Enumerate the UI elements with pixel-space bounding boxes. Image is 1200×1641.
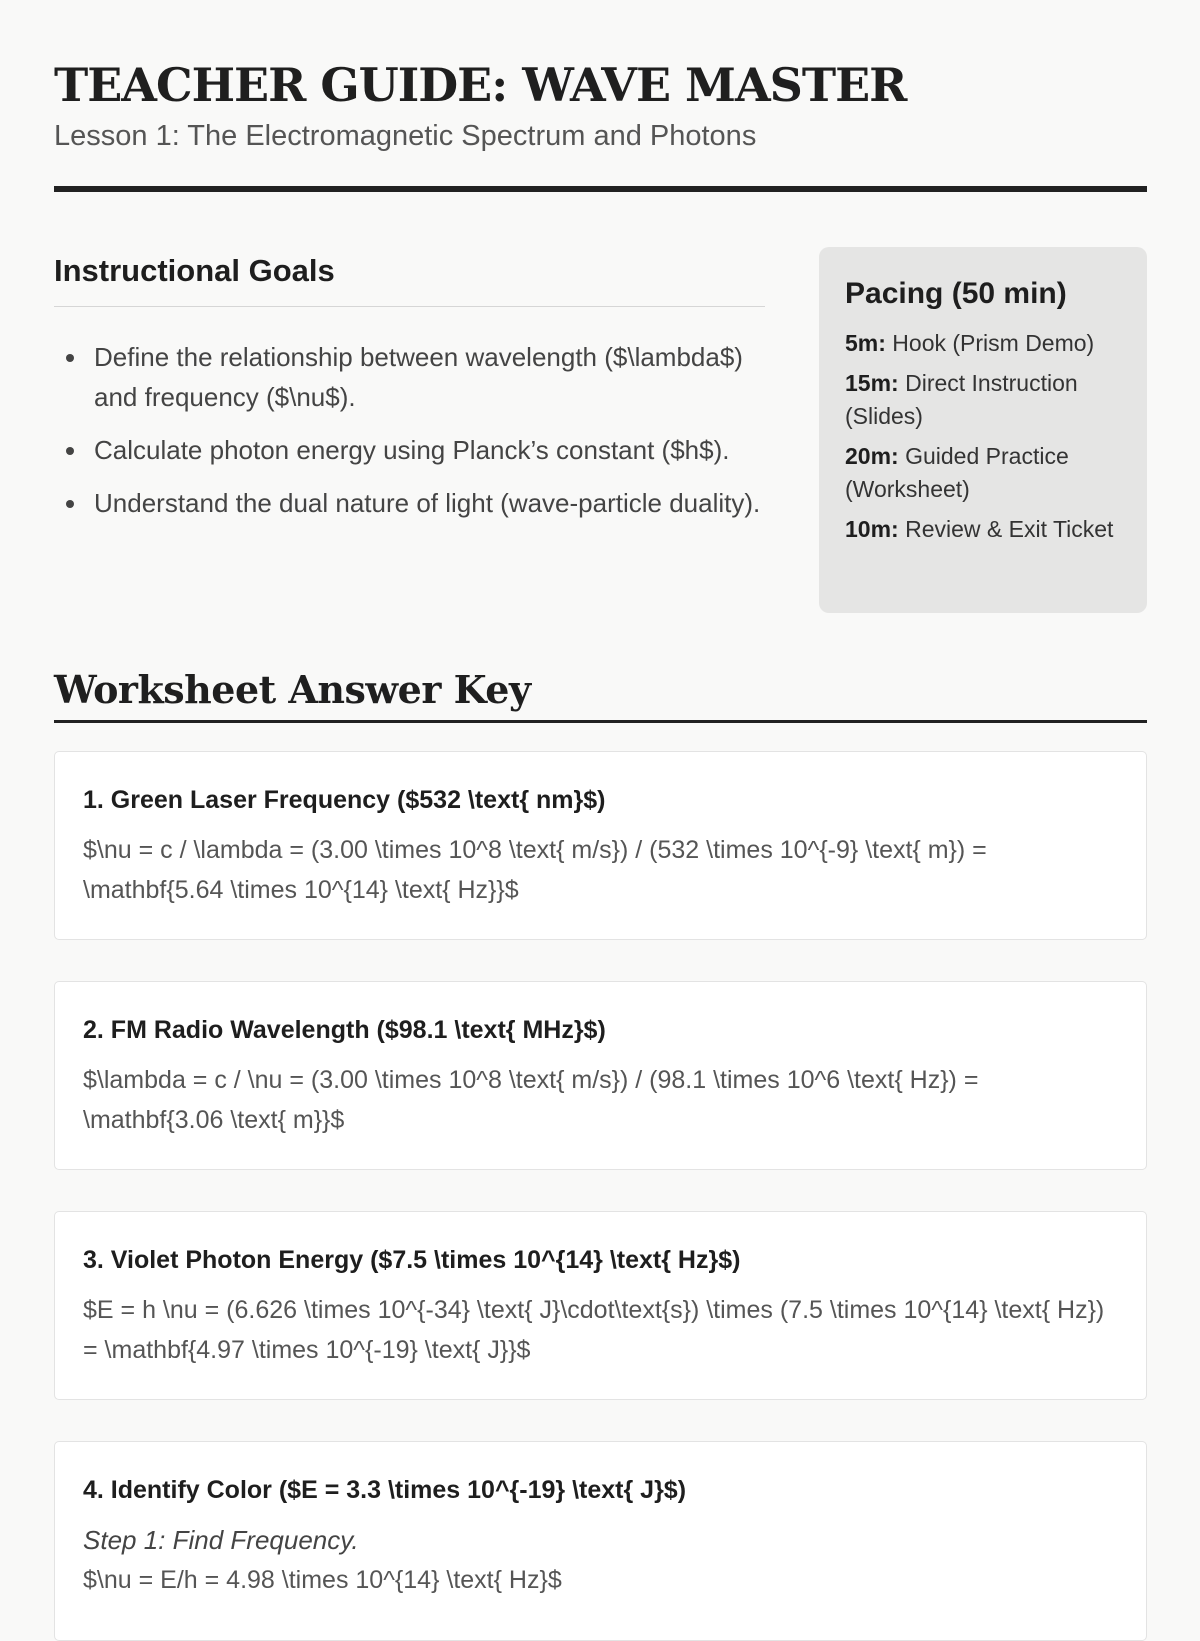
page-subtitle: Lesson 1: The Electromagnetic Spectrum and Photons [54,120,757,152]
pacing-time: 20m: [845,443,899,469]
answer-key-divider [54,720,1147,723]
answer-card [54,1211,1147,1400]
pacing-title: Pacing (50 min) [845,277,1067,310]
answer-key-heading: Worksheet Answer Key [54,667,531,712]
bullet-icon [66,500,74,508]
answer-card [54,1441,1147,1641]
goal-text: Calculate photon energy using Planck’s constant ($h$). [94,435,730,465]
goals-heading: Instructional Goals [54,253,335,288]
goal-item [54,483,765,523]
goals-list [54,337,765,523]
goals-divider [54,306,765,307]
pacing-time: 15m: [845,370,899,396]
pacing-item [845,327,1121,360]
pacing-time: 5m: [845,330,886,356]
problem-title: 3. Violet Photon Energy ($7.5 \times 10^{14} \text{ Hz}$) [83,1246,741,1274]
instructional-goals-section [54,246,765,536]
pacing-box [819,247,1147,613]
answer-card [54,751,1147,940]
answer-card [54,981,1147,1170]
pacing-activity: Review & Exit Ticket [905,516,1114,542]
pacing-activity: Guided Practice (Worksheet) [845,443,1069,502]
goal-text: Understand the dual nature of light (wave-particle duality). [94,488,761,518]
goal-text: Define the relationship between wavelength ($\lambda$) and frequency ($\nu$). [94,342,743,412]
problem-solution: $\nu = c / \lambda = (3.00 \times 10^8 \text{ m/s}) / (532 \times 10^{-9} \text{ m}) = \mathbf{5.64 \times 10^{14} \text{ Hz}}$ [83,836,987,904]
problem-solution: $\nu = E/h = 4.98 \times 10^{14} \text{ Hz}$ [83,1566,562,1594]
pacing-item [845,367,1121,433]
pacing-activity: Direct Instruction (Slides) [845,370,1078,429]
bullet-icon [66,354,74,362]
problem-solution: $E = h \nu = (6.626 \times 10^{-34} \text{ J}\cdot\text{s}) \times (7.5 \times 10^{14} \text{ Hz}) = \mathbf{4.97 \times 10^{-19} \text{ J}}$ [83,1296,1105,1364]
page-title: TEACHER GUIDE: WAVE MASTER [54,58,907,112]
goal-item [54,337,765,417]
title-divider [54,186,1147,192]
pacing-item [845,440,1121,506]
problem-solution: $\lambda = c / \nu = (3.00 \times 10^8 \text{ m/s}) / (98.1 \times 10^6 \text{ Hz}) = \mathbf{3.06 \text{ m}}$ [83,1066,979,1134]
problem-title: 1. Green Laser Frequency ($532 \text{ nm}$) [83,786,606,814]
problem-step: Step 1: Find Frequency. [83,1525,359,1555]
problem-title: 2. FM Radio Wavelength ($98.1 \text{ MHz}$) [83,1016,606,1044]
bullet-icon [66,447,74,455]
pacing-activity: Hook (Prism Demo) [892,330,1095,356]
goal-item [54,430,765,470]
pacing-item [845,513,1121,546]
pacing-time: 10m: [845,516,899,542]
problem-title: 4. Identify Color ($E = 3.3 \times 10^{-19} \text{ J}$) [83,1476,687,1504]
